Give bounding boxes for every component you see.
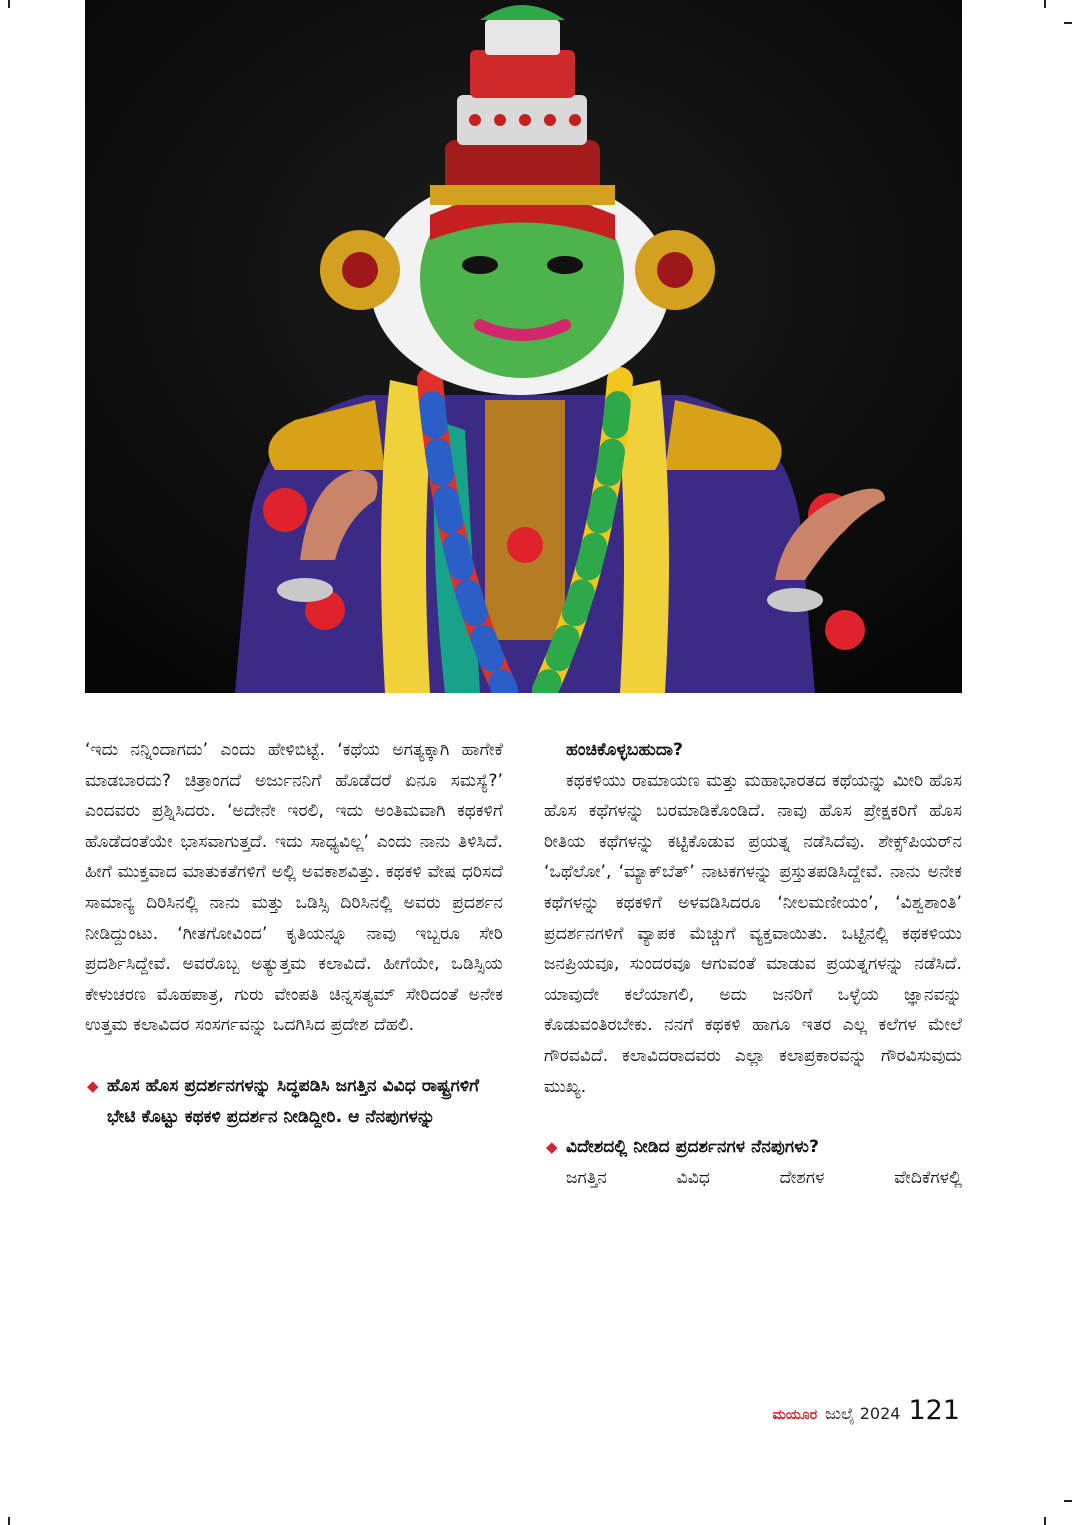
issue-date: ಜುಲೈ 2024	[825, 1404, 901, 1423]
question-text: ವಿದೇಶದಲ್ಲಿ ನೀಡಿದ ಪ್ರದರ್ಶನಗಳ ನೆನಪುಗಳು?	[566, 1137, 819, 1158]
diamond-bullet-icon: ◆	[87, 1076, 99, 1095]
crop-mark-right-lower	[1064, 1500, 1072, 1502]
diamond-bullet-icon: ◆	[546, 1138, 558, 1157]
page-number: 121	[908, 1395, 960, 1426]
crop-mark-right-upper	[1064, 22, 1072, 24]
question-text: ಹೊಸ ಹೊಸ ಪ್ರದರ್ಶನಗಳನ್ನು ಸಿದ್ಧಪಡಿಸಿ ಜಗತ್ತಿನ ವಿವಿಧ ರಾಷ್ಟ್ರಗಳಿಗೆ ಭೇಟಿ ಕೊಟ್ಟು ಕಥಕಳಿ ಪ್ರದರ್ಶನ ನೀಡಿದ್ದೀರಿ. ಆ ನೆನಪುಗಳನ್ನು	[107, 1075, 480, 1127]
page-footer	[772, 1395, 960, 1427]
crop-mark-top-left	[8, 0, 10, 8]
question-heading-continued: ಹಂಚಿಕೊಳ್ಳಬಹುದಾ?	[566, 740, 684, 760]
kathakali-performer-photo	[85, 0, 962, 693]
kathakali-performer-illustration	[85, 0, 962, 693]
body-paragraph: ‘ಇದು ನನ್ನಿಂದಾಗದು’ ಎಂದು ಹೇಳಿಬಿಟ್ಟೆ. ‘ಕಥೆಯ ಅಗತ್ಯಕ್ಕಾಗಿ ಹಾಗೇಕೆ ಮಾಡಬಾರದು? ಚಿತ್ರಾಂಗದೆ ಅರ್ಜುನನಿಗೆ ಹೊಡೆದರೆ ಏನೂ ಸಮಸ್ಯೆ?’ ಎಂದವರು ಪ್ರಶ್ನಿಸಿದರು. ‘ಅದೇನೇ ಇರಲಿ, ಇದು ಅಂತಿಮವಾಗಿ ಕಥಕಳಿಗೆ ಹೊಡೆದಂತೆಯೇ ಭಾಸವಾಗುತ್ತದೆ. ಇದು ಸಾಧ್ಯವಿಲ್ಲ’ ಎಂದು ನಾನು ತಿಳಿಸಿದೆ. ಹೀಗೆ ಮುಕ್ತವಾದ ಮಾತುಕತೆಗಳಿಗೆ ಅಲ್ಲಿ ಅವಕಾಶವಿತ್ತು. ಕಥಕಳಿ ವೇಷ ಧರಿಸದೆ ಸಾಮಾನ್ಯ ದಿರಿಸಿನಲ್ಲಿ ನಾನು ಮತ್ತು ಒಡಿಸ್ಸಿ ದಿರಿಸಿನಲ್ಲಿ ಅವರು ಪ್ರದರ್ಶನ ನೀಡಿದ್ದುಂಟು. ‘ಗೀತಗೋವಿಂದ’ ಕೃತಿಯನ್ನೂ ನಾವು ಇಬ್ಬರೂ ಸೇರಿ ಪ್ರದರ್ಶಿಸಿದ್ದೇವೆ. ಅವರೊಬ್ಬ ಅತ್ಯುತ್ತಮ ಕಲಾವಿದೆ. ಹೀಗೆಯೇ, ಒಡಿಸ್ಸಿಯ ಕೇಳುಚರಣ ಮೊಹಪಾತ್ರ, ಗುರು ವೇಂಪತಿ ಚಿನ್ನಸತ್ಯಮ್ ಸೇರಿದಂತೆ ಅನೇಕ ಉತ್ತಮ ಕಲಾವಿದರ ಸಂಸರ್ಗವನ್ನು ಒದಗಿಸಿದ ಪ್ರದೇಶ ದೆಹಲಿ.	[85, 740, 503, 1036]
article-column-left	[85, 735, 503, 1132]
magazine-brand: ಮಯೂರ	[772, 1407, 818, 1423]
crop-mark-bottom-right	[1044, 1517, 1046, 1525]
crop-mark-top-right	[1044, 0, 1046, 8]
body-paragraph: ಕಥಕಳಿಯು ರಾಮಾಯಣ ಮತ್ತು ಮಹಾಭಾರತದ ಕಥೆಯನ್ನು ಮೀರಿ ಹೊಸ ಹೊಸ ಕಥೆಗಳನ್ನು ಬರಮಾಡಿಕೊಂಡಿದೆ. ನಾವು ಹೊಸ ಪ್ರೇಕ್ಷಕರಿಗೆ ಹೊಸ ರೀತಿಯ ಕಥೆಗಳನ್ನು ಕಟ್ಟಿಕೊಡುವ ಪ್ರಯತ್ನ ನಡೆಸಿದೆವು. ಶೇಕ್ಸ್‌ಪಿಯರ್‌ನ ‘ಒಥೆಲೋ’, ‘ಮ್ಯಾಕ್‌ಬೆತ್’ ನಾಟಕಗಳನ್ನು ಪ್ರಸ್ತುತಪಡಿಸಿದ್ದೇವೆ. ನಾನು ಅನೇಕ ಕಥೆಗಳನ್ನು ಕಥಕಳಿಗೆ ಅಳವಡಿಸಿದರೂ ‘ನೀಲಮಣೀಯಂ’, ‘ವಿಶ್ವಶಾಂತಿ’ ಪ್ರದರ್ಶನಗಳಿಗೆ ವ್ಯಾಪಕ ಮೆಚ್ಚುಗೆ ವ್ಯಕ್ತವಾಯಿತು. ಒಟ್ಟಿನಲ್ಲಿ ಕಥಕಳಿಯು ಜನಪ್ರಿಯವೂ, ಸುಂದರವೂ ಆಗುವಂತೆ ಮಾಡುವ ಪ್ರಯತ್ನಗಳನ್ನು ನಡೆಸಿದೆ. ಯಾವುದೇ ಕಲೆಯಾಗಲಿ, ಅದು ಜನರಿಗೆ ಒಳ್ಳೆಯ ಜ್ಞಾನವನ್ನು ಕೊಡುವಂತಿರಬೇಕು. ನನಗೆ ಕಥಕಳಿ ಹಾಗೂ ಇತರ ಎಲ್ಲ ಕಲೆಗಳ ಮೇಲೆ ಗೌರವವಿದೆ. ಕಲಾವಿದರಾದವರು ಎಲ್ಲಾ ಕಲಾಪ್ರಕಾರವನ್ನು ಗೌರವಿಸುವುದು ಮುಖ್ಯ.	[544, 770, 962, 1097]
question-heading	[85, 1071, 503, 1132]
body-paragraph: ಜಗತ್ತಿನ ವಿವಿಧ ದೇಶಗಳ ವೇದಿಕೆಗಳಲ್ಲಿ	[566, 1167, 962, 1188]
article-column-right	[544, 735, 962, 1193]
question-heading	[544, 1132, 962, 1163]
crop-mark-bottom-left	[8, 1517, 10, 1525]
